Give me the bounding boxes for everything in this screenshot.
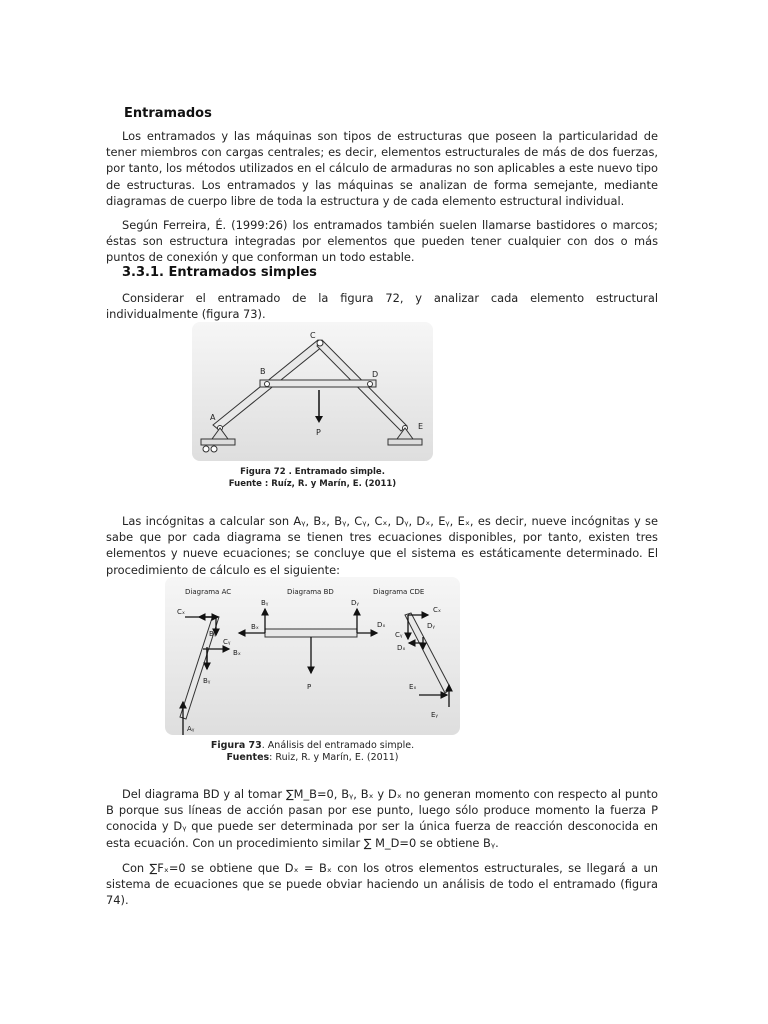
label-e: E xyxy=(418,422,424,431)
svg-text:Bₓ: Bₓ xyxy=(251,623,259,631)
svg-text:P: P xyxy=(307,683,312,691)
header-cde: Diagrama CDE xyxy=(373,588,425,596)
svg-text:Dᵧ: Dᵧ xyxy=(351,599,359,607)
figure-73 xyxy=(165,577,460,735)
section-title: Entramados xyxy=(124,106,212,121)
figure-72-caption: Figura 72 . Entramado simple. Fuente : Ruíz, R. y Marín, E. (2011) xyxy=(228,467,397,489)
svg-text:Dᵧ: Dᵧ xyxy=(427,622,435,630)
pin-b xyxy=(265,382,270,387)
svg-text:Bᵧ: Bᵧ xyxy=(203,677,211,685)
member-bd-fbd xyxy=(265,629,357,637)
svg-text:Bᵧ: Bᵧ xyxy=(261,599,269,607)
figure-73-caption: Figura 73. Análisis del entramado simple. Fuentes: Ruiz, R. y Marín, E. (2011) xyxy=(210,740,415,763)
header-bd: Diagrama BD xyxy=(287,588,334,596)
pin-c xyxy=(317,340,323,346)
label-c: C xyxy=(310,331,316,340)
support-a xyxy=(212,428,228,439)
label-a: A xyxy=(210,413,216,422)
label-p: P xyxy=(316,428,321,437)
paragraph-2: Según Ferreira, É. (1999:26) los entramados también suelen llamarse bastidores o marcos; éstas son estructura integradas por elementos que pueden tener cualquier con dos o más puntos de conexión y que conforman un todo estable. xyxy=(106,218,658,265)
svg-text:Bᵧ: Bᵧ xyxy=(209,630,217,638)
svg-text:Cᵧ: Cᵧ xyxy=(395,631,403,639)
figure-72 xyxy=(192,322,433,461)
paragraph-4: Las incógnitas a calcular son Aᵧ, Bₓ, Bᵧ, Cᵧ, Cₓ, Dᵧ, Dₓ, Eᵧ, Eₓ, es decir, nueve incógnitas y se sabe que por cada diagrama se tienen tres ecuaciones disponibles, por tanto, existen tres elementos y nueve ecuaciones; se concluye que el sistema es estáticamente determinado. El procedimiento de cálculo es el siguiente: xyxy=(106,514,658,577)
subsection-title: 3.3.1. Entramados simples xyxy=(122,265,317,280)
svg-text:Cₓ: Cₓ xyxy=(433,606,441,614)
svg-text:Dₓ: Dₓ xyxy=(397,644,406,652)
svg-text:Bₓ: Bₓ xyxy=(233,649,241,657)
pin-d xyxy=(368,382,373,387)
label-b: B xyxy=(260,367,266,376)
paragraph-1: Los entramados y las máquinas son tipos de estructuras que poseen la particularidad de tener miembros con cargas centrales; es decir, elementos estructurales de más de dos fuerzas, por tanto, los métodos utilizados en el cálculo de armaduras no son aplicables a este nuevo tipo de estructuras. Los entramados y las máquinas se analizan de forma semejante, mediante diagramas de cuerpo libre de toda la estructura y de cada elemento estructural individual. xyxy=(106,129,658,208)
svg-text:Eᵧ: Eᵧ xyxy=(431,711,439,719)
svg-text:Aᵧ: Aᵧ xyxy=(187,725,195,733)
free-body-diagrams xyxy=(165,577,460,735)
header-ac: Diagrama AC xyxy=(185,588,232,596)
truss-diagram xyxy=(192,322,433,461)
member-bd xyxy=(260,380,376,387)
paragraph-3: Considerar el entramado de la figura 72, y analizar cada elemento estructural individualmente (figura 73). xyxy=(106,291,658,322)
svg-text:Cₓ: Cₓ xyxy=(177,608,185,616)
paragraph-5: Del diagrama BD y al tomar ∑M_B=0, Bᵧ, Bₓ y Dₓ no generan momento con respecto al punto B porque sus líneas de acción pasan por ese punto, luego sólo produce momento la fuerza P conocida y Dᵧ que puede ser determinada por ser la única fuerza de reacción desconocida en esta ecuación. Con un procedimiento similar ∑ M_D=0 se obtiene Bᵧ. xyxy=(106,787,658,850)
label-d: D xyxy=(372,370,379,379)
svg-text:Cᵧ: Cᵧ xyxy=(223,638,231,646)
svg-text:Eₓ: Eₓ xyxy=(409,683,417,691)
paragraph-6: Con ∑Fₓ=0 se obtiene que Dₓ = Bₓ con los otros elementos estructurales, se llegará a un sistema de ecuaciones que se puede obviar haciendo un análisis de todo el entramado (figura 74). xyxy=(106,861,658,908)
svg-text:Dₓ: Dₓ xyxy=(377,621,386,629)
